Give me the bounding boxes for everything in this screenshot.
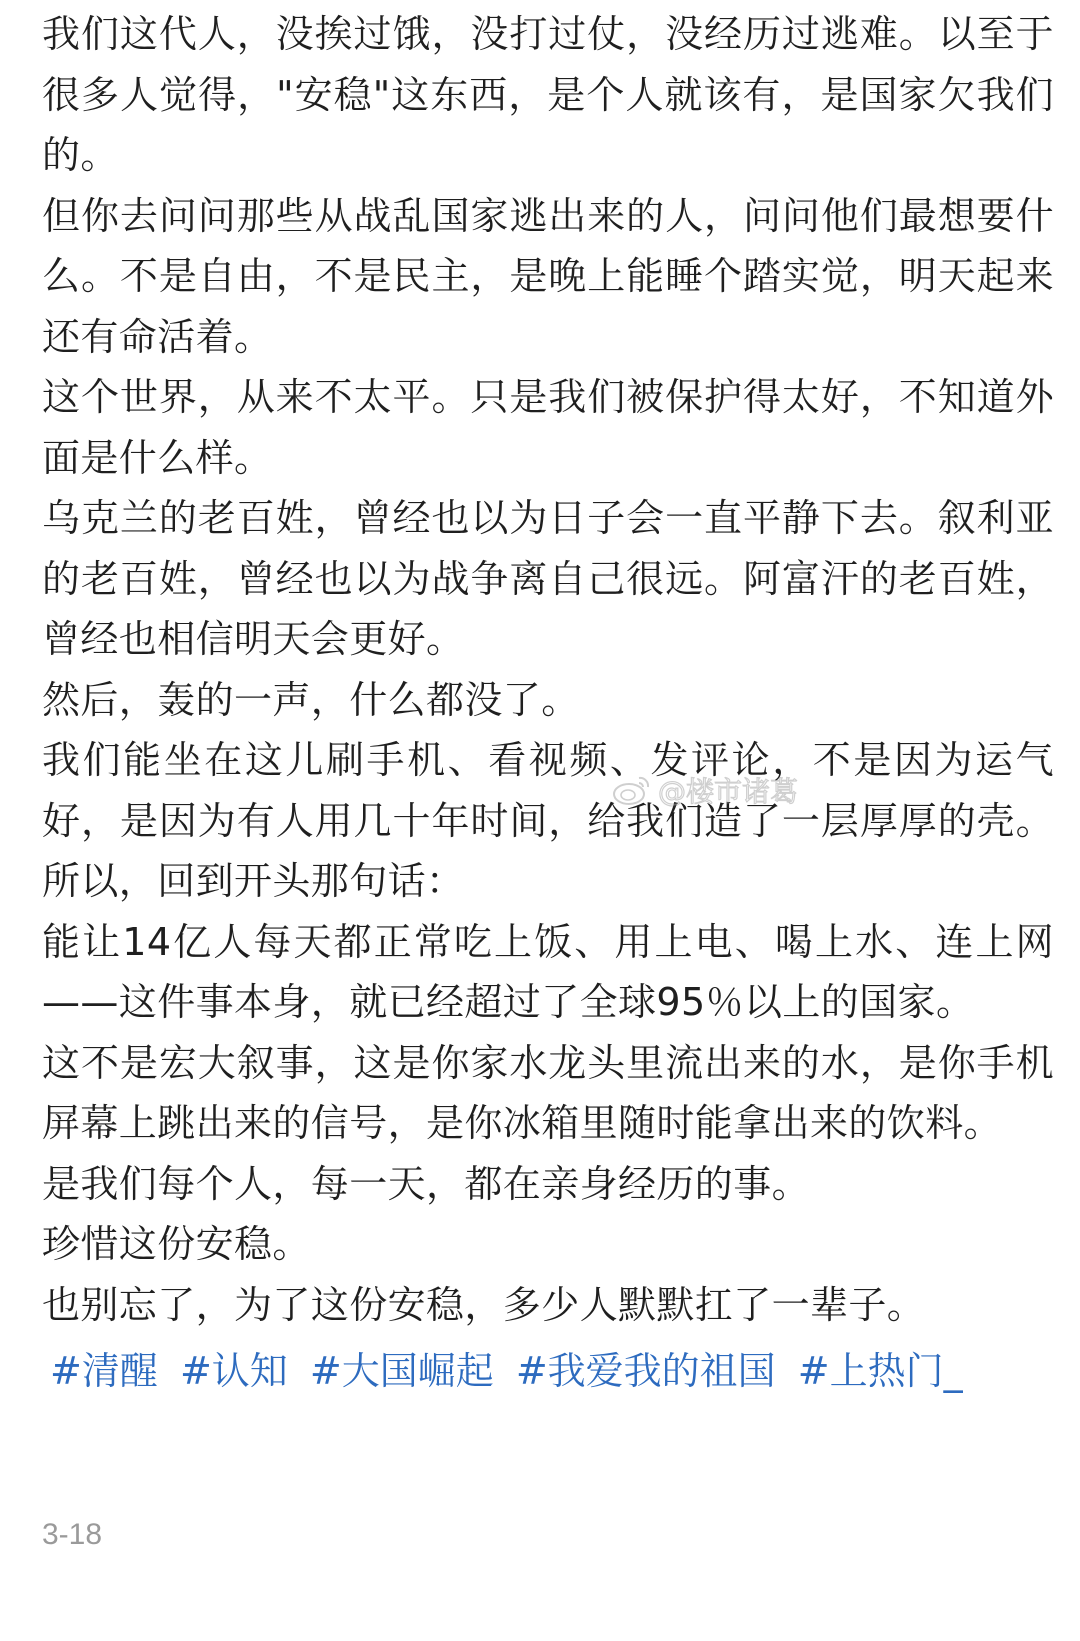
post-paragraph: 乌克兰的老百姓，曾经也以为日子会一直平静下去。叙利亚的老百姓，曾经也以为战争离自己很远。阿富汗的老百姓，曾经也相信明天会更好。 bbox=[42, 496, 1054, 661]
post-paragraph: 能让14亿人每天都正常吃上饭、用上电、喝上水、连上网——这件事本身，就已经超过了全球95％以上的国家。 bbox=[42, 919, 1054, 1024]
hashtag-link[interactable]: #大国崛起 bbox=[309, 1349, 494, 1393]
hashtag-link[interactable]: #认知 bbox=[179, 1349, 288, 1393]
post-paragraph: 珍惜这份安稳。 bbox=[42, 1222, 311, 1266]
post-paragraph: 是我们每个人，每一天，都在亲身经历的事。 bbox=[42, 1161, 811, 1206]
post-paragraph: 这不是宏大叙事，这是你家水龙头里流出来的水，是你手机屏幕上跳出来的信号，是你冰箱里随时能拿出来的饮料。 bbox=[42, 1040, 1054, 1145]
watermark-text: @楼市诸葛 bbox=[658, 775, 799, 808]
post-paragraph: 我们能坐在这儿刷手机、看视频、发评论，不是因为运气好，是因为有人用几十年时间，给我们造了一层厚厚的壳。所以，回到开头那句话： bbox=[42, 738, 1054, 903]
post-paragraph: 我们这代人，没挨过饿，没打过仗，没经历过逃难。以至于很多人觉得，"安稳"这东西，是个人就该有，是国家欠我们的。 bbox=[42, 12, 1054, 177]
hashtag-link[interactable]: #上热门_ bbox=[797, 1349, 963, 1393]
hashtag-link[interactable]: #清醒 bbox=[50, 1349, 158, 1393]
post-paragraph: 这个世界，从来不太平。只是我们被保护得太好，不知道外面是什么样。 bbox=[42, 375, 1054, 480]
post-paragraph: 也别忘了，为了这份安稳，多少人默默扛了一辈子。 bbox=[42, 1282, 926, 1327]
post-paragraph: 然后，轰的一声，什么都没了。 bbox=[42, 677, 580, 722]
hashtag-link[interactable]: #我爱我的祖国 bbox=[515, 1349, 776, 1393]
post-body bbox=[42, 4, 1054, 1401]
hashtag-list bbox=[42, 1341, 1054, 1401]
post-date: 3-18 bbox=[42, 1518, 103, 1551]
post-paragraph: 但你去问问那些从战乱国家逃出来的人，问问他们最想要什么。不是自由，不是民主，是晚上能睡个踏实觉，明天起来还有命活着。 bbox=[42, 193, 1054, 359]
